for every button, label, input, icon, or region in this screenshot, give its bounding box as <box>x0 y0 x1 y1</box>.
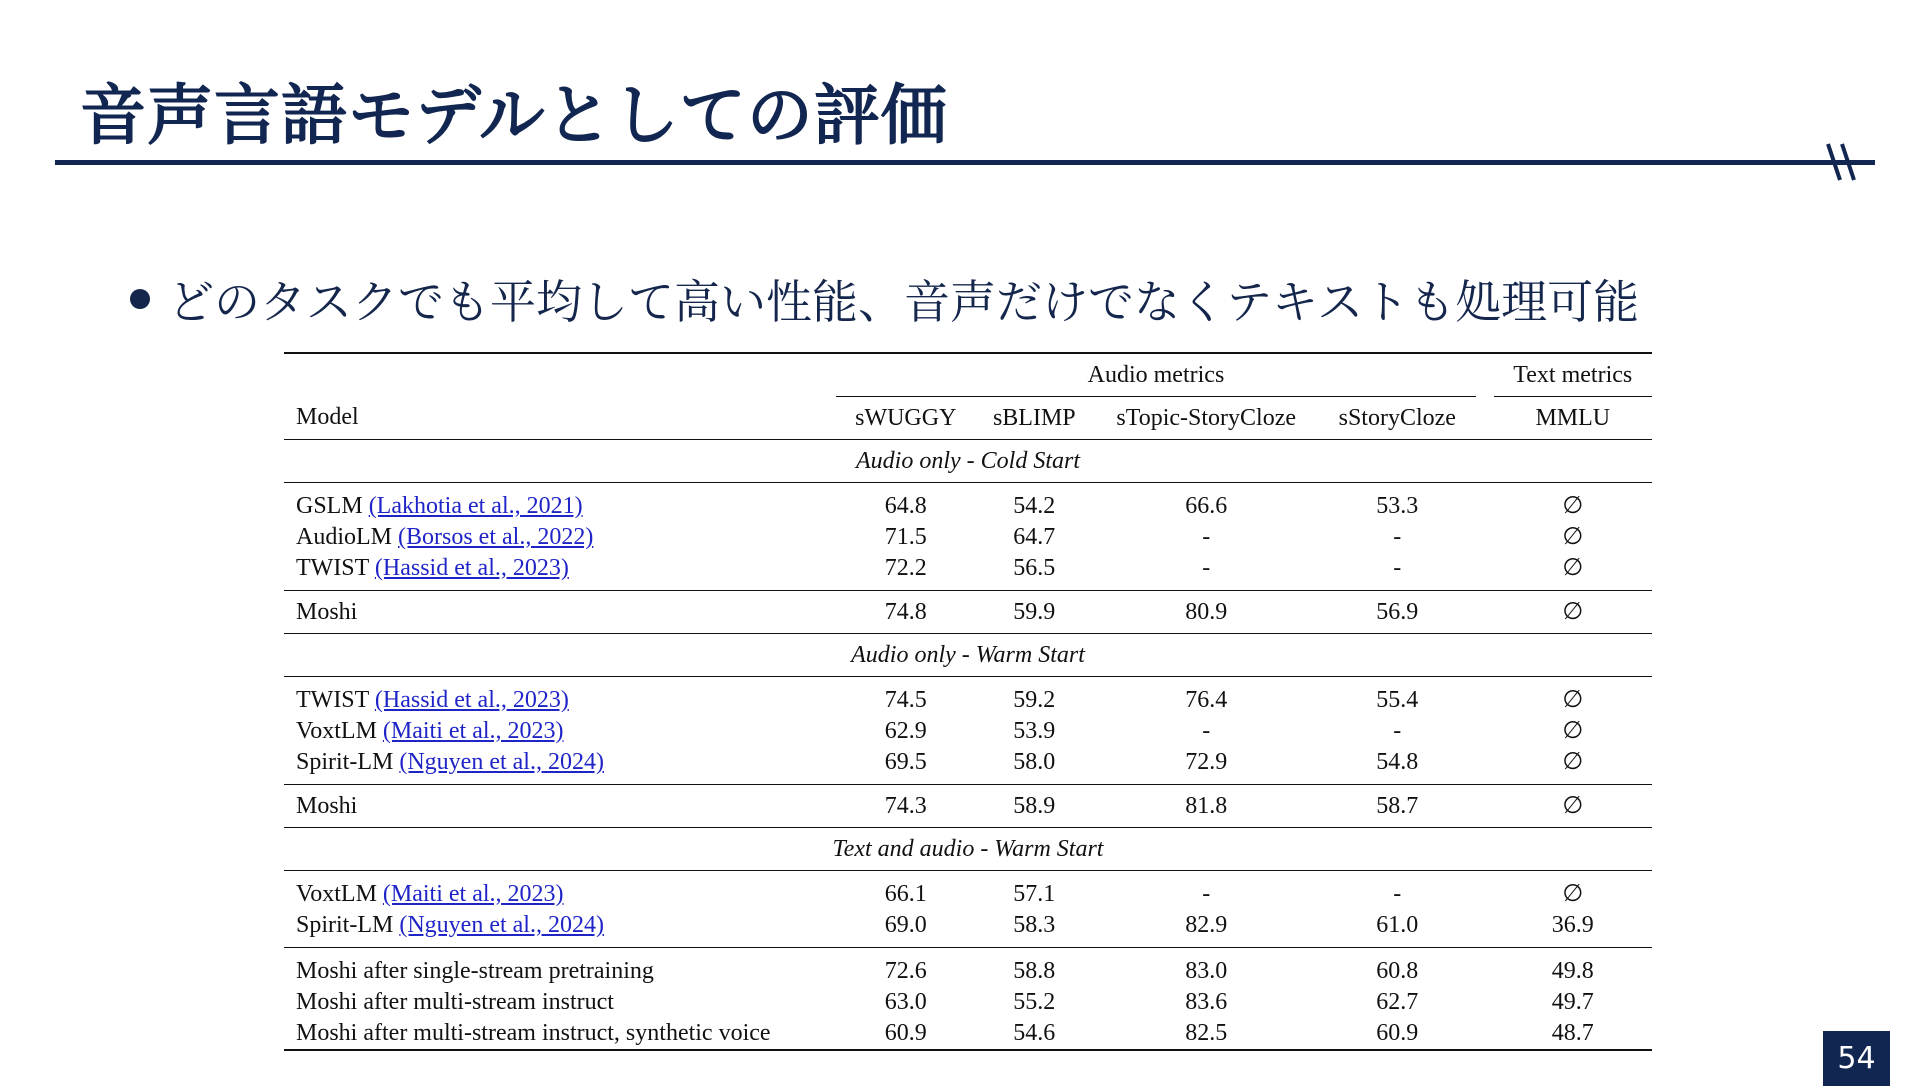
value-cell: 69.5 <box>836 747 975 785</box>
column-header-sblimp: sBLIMP <box>975 397 1093 440</box>
table-row <box>284 522 1652 553</box>
citation-link[interactable]: (Lakhotia et al., 2021) <box>368 493 583 519</box>
value-cell: 36.9 <box>1494 910 1652 948</box>
value-cell: - <box>1093 553 1319 591</box>
value-cell: 60.9 <box>1319 1018 1476 1050</box>
citation-link[interactable]: (Nguyen et al., 2024) <box>399 912 604 938</box>
value-cell: 58.7 <box>1319 785 1476 828</box>
value-cell: 71.5 <box>884 524 927 550</box>
value-cell: 60.9 <box>836 1018 975 1050</box>
column-header-stopic-storycloze: sTopic-StoryCloze <box>1093 397 1319 440</box>
model-cell: Moshi after multi-stream instruct, synthetic voice <box>284 1018 836 1050</box>
value-cell: 60.8 <box>1376 958 1419 984</box>
table-row <box>284 910 1652 948</box>
table-row <box>284 716 1652 747</box>
value-cell: 58.9 <box>975 785 1093 828</box>
table-column-header-row <box>284 397 1652 440</box>
value-cell: 83.6 <box>1185 989 1228 1015</box>
model-cell: VoxtLM (Maiti et al., 2023) <box>296 881 564 907</box>
value-cell: 48.7 <box>1494 1018 1652 1050</box>
column-header-model: Model <box>284 397 836 440</box>
citation-link[interactable]: (Hassid et al., 2023) <box>374 555 569 581</box>
model-cell: Spirit-LM (Nguyen et al., 2024) <box>284 910 836 948</box>
value-cell: 82.5 <box>1093 1018 1319 1050</box>
citation-link[interactable]: (Hassid et al., 2023) <box>374 687 569 713</box>
value-cell: ∅ <box>1562 687 1584 713</box>
value-cell: - <box>1202 718 1211 744</box>
table-row <box>284 483 1652 523</box>
value-cell: 63.0 <box>884 989 927 1015</box>
value-cell: 83.0 <box>1185 958 1228 984</box>
section-header-warm-start: Audio only - Warm Start <box>284 634 1652 677</box>
value-cell: 74.8 <box>836 591 975 634</box>
value-cell: ∅ <box>1494 785 1652 828</box>
slide-title: 音声言語モデルとしての評価 <box>80 77 948 154</box>
bullet-point <box>130 266 1639 332</box>
value-cell: 62.9 <box>884 718 927 744</box>
value-cell: 62.7 <box>1376 989 1419 1015</box>
value-cell: 59.9 <box>975 591 1093 634</box>
model-cell: TWIST (Hassid et al., 2023) <box>296 687 569 713</box>
column-header-swuggy: sWUGGY <box>836 397 975 440</box>
value-cell: - <box>1319 553 1476 591</box>
section-header-text-and-audio: Text and audio - Warm Start <box>284 828 1652 871</box>
model-cell: Moshi after multi-stream instruct <box>296 989 614 1015</box>
value-cell: 72.6 <box>884 958 927 984</box>
audio-metrics-header: Audio metrics <box>836 353 1475 397</box>
value-cell: 49.7 <box>1551 989 1594 1015</box>
value-cell: 55.2 <box>1013 989 1056 1015</box>
model-cell: Spirit-LM (Nguyen et al., 2024) <box>284 747 836 785</box>
value-cell: 55.4 <box>1376 687 1419 713</box>
table-row <box>284 677 1652 717</box>
value-cell: 58.0 <box>975 747 1093 785</box>
column-header-sstorycloze: sStoryCloze <box>1319 397 1476 440</box>
model-cell: GSLM (Lakhotia et al., 2021) <box>296 493 583 519</box>
citation-link[interactable]: (Borsos et al., 2022) <box>398 524 594 550</box>
value-cell: 76.4 <box>1185 687 1228 713</box>
table-row <box>284 553 1652 591</box>
value-cell: 54.8 <box>1319 747 1476 785</box>
value-cell: 82.9 <box>1093 910 1319 948</box>
value-cell: 57.1 <box>1013 881 1056 907</box>
value-cell: 74.3 <box>836 785 975 828</box>
table-row <box>284 591 1652 634</box>
results-table <box>284 352 1652 1051</box>
value-cell: ∅ <box>1562 493 1584 519</box>
page-number-badge: 54 <box>1823 1031 1890 1086</box>
value-cell: 72.2 <box>836 553 975 591</box>
value-cell: ∅ <box>1562 881 1584 907</box>
section-header-cold-start: Audio only - Cold Start <box>284 440 1652 483</box>
value-cell: ∅ <box>1562 718 1584 744</box>
model-cell: Moshi after single-stream pretraining <box>296 958 654 984</box>
value-cell: 66.1 <box>884 881 927 907</box>
value-cell: ∅ <box>1494 747 1652 785</box>
value-cell: 59.2 <box>1013 687 1056 713</box>
value-cell: 58.8 <box>1013 958 1056 984</box>
value-cell: 54.2 <box>1013 493 1056 519</box>
value-cell: 64.7 <box>1013 524 1056 550</box>
table-row <box>284 948 1652 988</box>
table-group-header-row <box>284 353 1652 397</box>
value-cell: 69.0 <box>836 910 975 948</box>
title-underline <box>55 160 1875 165</box>
value-cell: 56.9 <box>1319 591 1476 634</box>
value-cell: 56.5 <box>975 553 1093 591</box>
model-cell: TWIST (Hassid et al., 2023) <box>284 553 836 591</box>
value-cell: 49.8 <box>1551 958 1594 984</box>
value-cell: 53.9 <box>1013 718 1056 744</box>
value-cell: 80.9 <box>1093 591 1319 634</box>
model-cell: Moshi <box>284 591 836 634</box>
table-row <box>284 785 1652 828</box>
text-metrics-header: Text metrics <box>1494 353 1652 397</box>
value-cell: 61.0 <box>1319 910 1476 948</box>
model-cell: VoxtLM (Maiti et al., 2023) <box>296 718 564 744</box>
value-cell: 66.6 <box>1185 493 1228 519</box>
table-row <box>284 987 1652 1018</box>
table-row <box>284 1018 1652 1050</box>
value-cell: ∅ <box>1494 553 1652 591</box>
citation-link[interactable]: (Maiti et al., 2023) <box>382 881 564 907</box>
table-row <box>284 747 1652 785</box>
bullet-text: どのタスクでも平均して高い性能、音声だけでなくテキストも処理可能 <box>168 275 1640 329</box>
double-slash-icon <box>1818 140 1868 184</box>
value-cell: - <box>1393 524 1402 550</box>
model-cell: Moshi <box>284 785 836 828</box>
bullet-dot-icon <box>130 289 150 309</box>
value-cell: - <box>1202 524 1211 550</box>
value-cell: - <box>1202 881 1211 907</box>
value-cell: ∅ <box>1494 591 1652 634</box>
model-cell: AudioLM (Borsos et al., 2022) <box>296 524 594 550</box>
value-cell: 74.5 <box>884 687 927 713</box>
value-cell: - <box>1393 881 1402 907</box>
value-cell: 54.6 <box>975 1018 1093 1050</box>
citation-link[interactable]: (Maiti et al., 2023) <box>382 718 564 744</box>
value-cell: ∅ <box>1562 524 1584 550</box>
value-cell: 53.3 <box>1376 493 1419 519</box>
value-cell: 64.8 <box>884 493 927 519</box>
value-cell: 72.9 <box>1093 747 1319 785</box>
citation-link[interactable]: (Nguyen et al., 2024) <box>399 749 604 775</box>
table-row <box>284 871 1652 911</box>
value-cell: 81.8 <box>1093 785 1319 828</box>
value-cell: - <box>1393 718 1402 744</box>
column-header-mmlu: MMLU <box>1494 397 1652 440</box>
value-cell: 58.3 <box>975 910 1093 948</box>
